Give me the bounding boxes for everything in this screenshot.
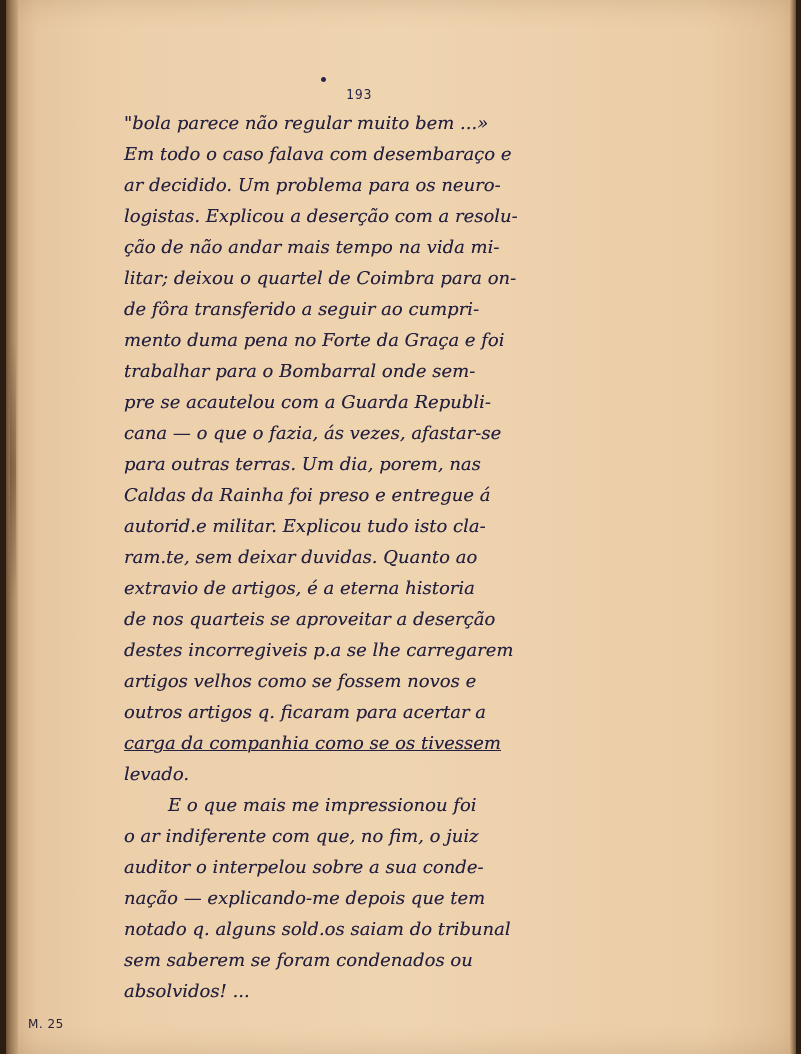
text-line: artigos velhos como se fossem novos e [124,671,477,692]
text-line: carga da companhia como se os tivessem [124,733,501,754]
text-line: ram.te, sem deixar duvidas. Quanto ao [124,547,478,568]
text-line: para outras terras. Um dia, porem, nas [124,454,481,475]
text-line: de nos quarteis se aproveitar a deserção [124,609,496,630]
manuscript-text [124,108,616,1007]
text-line: outros artigos q. ficaram para acertar a [124,702,487,723]
text-line: o ar indiferente com que, no fim, o juiz [124,826,479,847]
text-line: sem saberem se foram condenados ou [124,950,473,971]
page-number: 193 [346,88,373,103]
margin-note: M. 25 [28,1017,64,1031]
text-line: levado. [124,764,190,785]
ink-dot-mark [321,77,326,82]
text-line: autorid.e militar. Explicou tudo isto cla- [124,516,486,537]
text-line: Caldas da Rainha foi preso e entregue á [124,485,491,506]
text-line: destes incorregiveis p.a se lhe carregarem [124,640,514,661]
text-line: auditor o interpelou sobre a sua conde- [124,857,484,878]
text-line-paragraph-start: E o que mais me impressionou foi [168,795,477,816]
text-line: absolvidos! ... [124,981,250,1002]
text-line: ção de não andar mais tempo na vida mi- [124,237,500,258]
binding-stain [10,340,16,600]
text-line: mento duma pena no Forte da Graça e foi [124,330,505,351]
text-line: nação — explicando-me depois que tem [124,888,486,909]
text-line: Em todo o caso falava com desembaraço e [124,144,512,165]
text-line: ar decidido. Um problema para os neuro- [124,175,501,196]
text-line: trabalhar para o Bombarral onde sem- [124,361,476,382]
text-line: de fôra transferido a seguir ao cumpri- [124,299,480,320]
page-right-edge [790,0,796,1054]
text-line: litar; deixou o quartel de Coimbra para on- [124,268,517,289]
text-line: extravio de artigos, é a eterna historia [124,578,475,599]
text-line: cana — o que o fazia, ás vezes, afastar-se [124,423,502,444]
manuscript-page [6,0,796,1054]
text-line: "bola parece não regular muito bem ...» [124,113,489,134]
text-line: notado q. alguns sold.os saiam do tribunal [124,919,511,940]
text-line: pre se acautelou com a Guarda Republi- [124,392,491,413]
text-line: logistas. Explicou a deserção com a resolu- [124,206,518,227]
